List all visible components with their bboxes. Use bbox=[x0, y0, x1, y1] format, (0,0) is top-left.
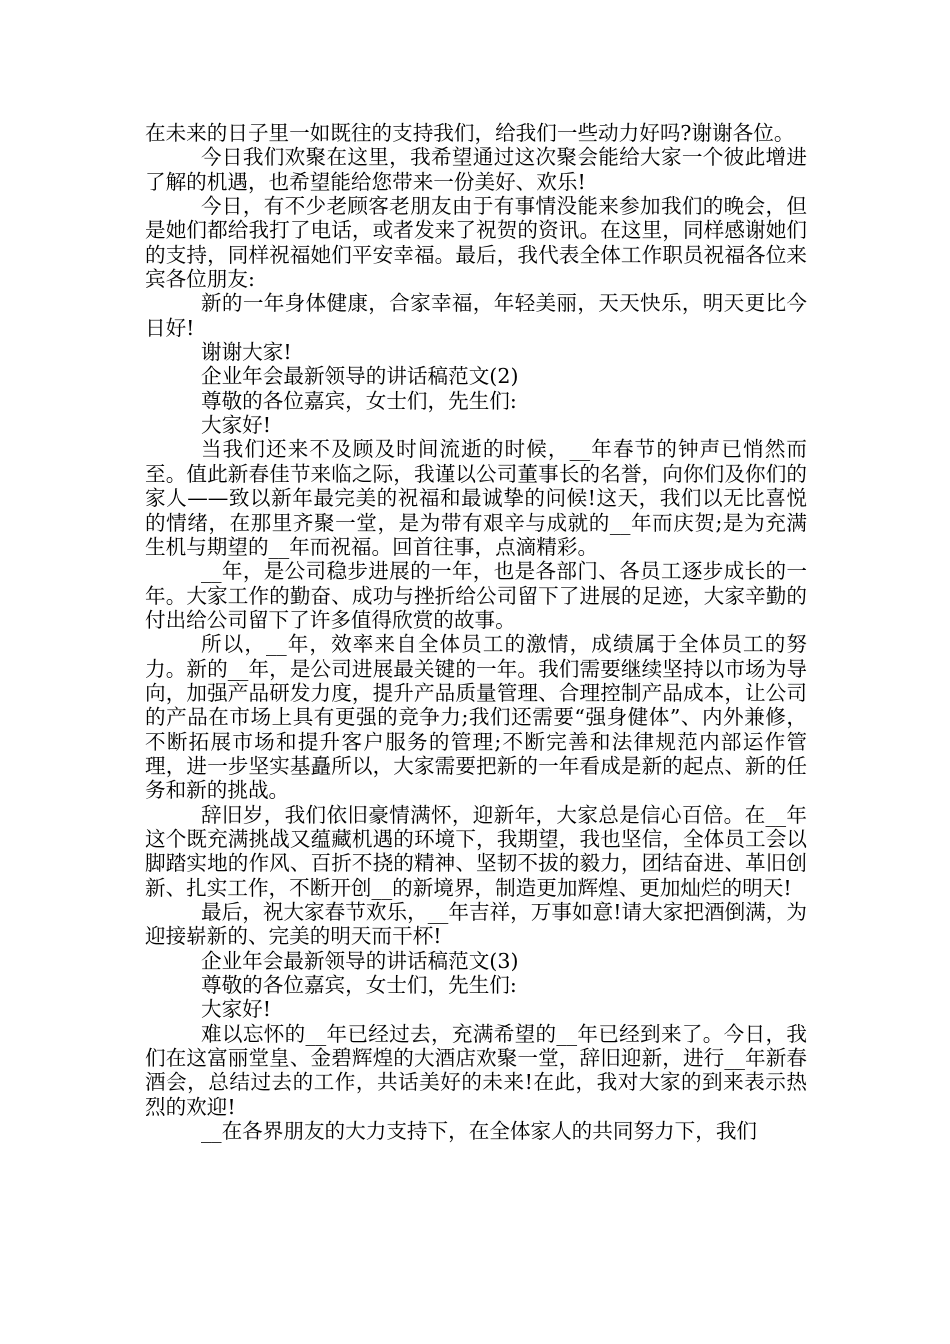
paragraph: 难以忘怀的__年已经过去，充满希望的__年已经到来了。今日，我们在这富丽堂皇、金碧辉煌的大酒店欢聚一堂，辞旧迎新，进行__年新春酒会，总结过去的工作，共话美好的未来!在此，我对大家的到来表示热烈的欢迎! bbox=[145, 1021, 807, 1119]
paragraph: 今日，有不少老顾客老朋友由于有事情没能来参加我们的晚会，但是她们都给我打了电话，或者发来了祝贺的资讯。在这里，同样感谢她们的支持，同样祝福她们平安幸福。最后，我代表全体工作职员祝福各位来宾各位朋友: bbox=[145, 194, 807, 292]
salutation: 尊敬的各位嘉宾，女士们，先生们: bbox=[201, 388, 517, 413]
closing-thanks: 谢谢大家! bbox=[201, 340, 292, 365]
paragraph: 新的一年身体健康，合家幸福，年轻美丽，天天快乐，明天更比今日好! bbox=[145, 291, 807, 340]
paragraph: 最后，祝大家春节欢乐，__年吉祥，万事如意!请大家把酒倒满，为迎接崭新的、完美的明天而干杯! bbox=[145, 900, 807, 949]
greeting: 大家好! bbox=[201, 997, 272, 1022]
paragraph: 今日我们欢聚在这里，我希望通过这次聚会能给大家一个彼此增进了解的机遇，也希望能给您带来一份美好、欢乐! bbox=[145, 145, 807, 194]
salutation: 尊敬的各位嘉宾，女士们，先生们: bbox=[201, 973, 517, 998]
section-heading: 企业年会最新领导的讲话稿范文(2) bbox=[201, 364, 519, 389]
section-heading: 企业年会最新领导的讲话稿范文(3) bbox=[201, 948, 519, 973]
greeting: 大家好! bbox=[201, 413, 272, 438]
paragraph: __在各界朋友的大力支持下，在全体家人的共同努力下，我们 bbox=[201, 1119, 758, 1144]
paragraph: 当我们还来不及顾及时间流逝的时候，__年春节的钟声已悄然而至。值此新春佳节来临之际，我谨以公司董事长的名誉，向你们及你们的家人——致以新年最完美的祝福和最诚挚的问候!这天，我们以无比喜悦的情绪，在那里齐聚一堂，是为带有艰辛与成就的__年而庆贺;是为充满生机与期望的__年而祝福。回首往事，点滴精彩。 bbox=[145, 437, 807, 559]
paragraph: __年，是公司稳步进展的一年，也是各部门、各员工逐步成长的一年。大家工作的勤奋、成功与挫折给公司留下了进展的足迹，大家辛勤的付出给公司留下了许多值得欣赏的故事。 bbox=[145, 559, 807, 632]
document-body bbox=[145, 121, 807, 1143]
paragraph: 辞旧岁，我们依旧豪情满怀，迎新年，大家总是信心百倍。在__年这个既充满挑战又蕴藏机遇的环境下，我期望，我也坚信，全体员工会以脚踏实地的作风、百折不挠的精神、坚韧不拔的毅力，团结奋进、革旧创新、扎实工作，不断开创__的新境界，制造更加辉煌、更加灿烂的明天! bbox=[145, 802, 807, 900]
paragraph: 所以，__年，效率来自全体员工的激情，成绩属于全体员工的努力。新的__年，是公司进展最关键的一年。我们需要继续坚持以市场为导向，加强产品研发力度，提升产品质量管理、合理控制产品成本，让公司的产品在市场上具有更强的竞争力;我们还需要“强身健体”、内外兼修，不断拓展市场和提升客户服务的管理;不断完善和法律规范内部运作管理，进一步坚实基矗所以，大家需要把新的一年看成是新的起点、新的任务和新的挑战。 bbox=[145, 632, 807, 803]
paragraph: 在未来的日子里一如既往的支持我们，给我们一些动力好吗?谢谢各位。 bbox=[145, 121, 795, 145]
